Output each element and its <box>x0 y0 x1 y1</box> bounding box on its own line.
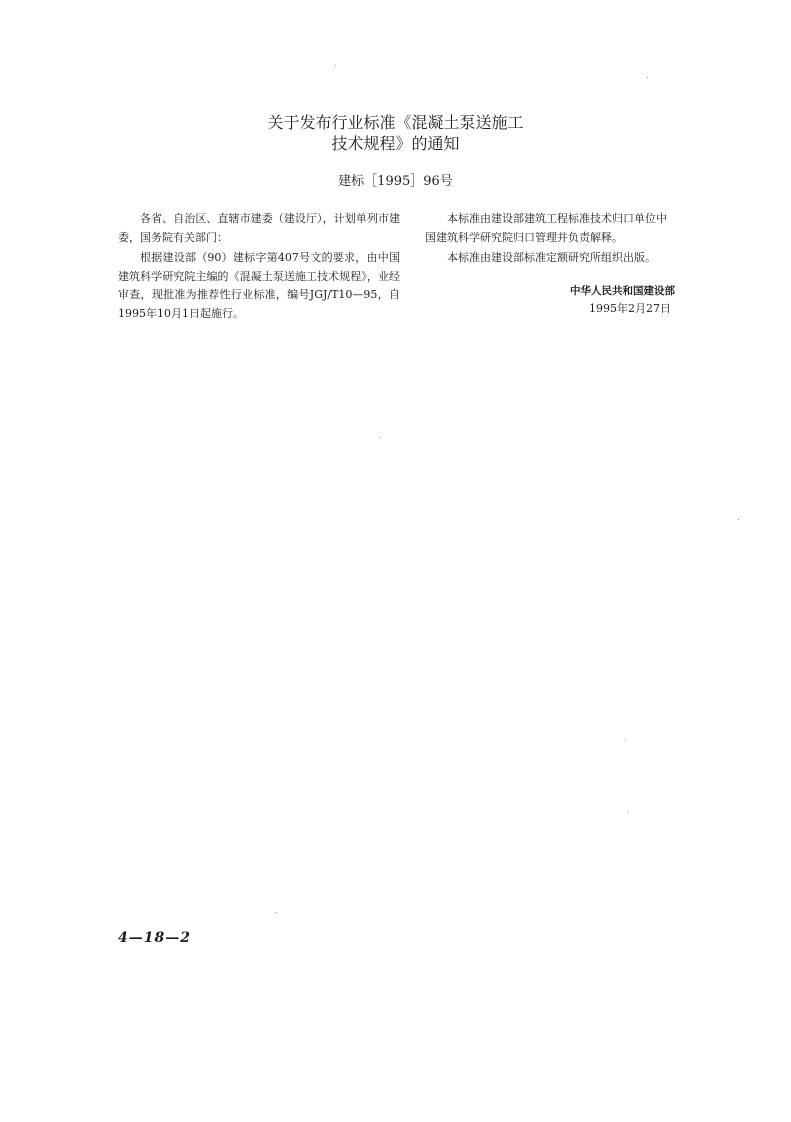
scan-speck <box>380 437 381 438</box>
scan-speck <box>738 519 739 520</box>
publication-paragraph: 本标准由建设部标准定额研究所组织出版。 <box>447 251 656 264</box>
page-number: 4—18—2 <box>118 930 191 946</box>
right-column <box>425 210 675 319</box>
left-column <box>118 210 400 325</box>
approval-paragraph: 根据建设部（90）建标字第407号文的要求，由中国建筑科学研究院主编的《混凝土泵送施工技术规程》，业经审查，现批准为推荐性行业标准，编号JGJ/T10—95，自1995年10月1日起施行。 <box>118 251 400 320</box>
signature-date: 1995年2月27日 <box>589 302 671 315</box>
signature-organization: 中华人民共和国建设部 <box>570 284 675 297</box>
scan-speck <box>275 912 276 913</box>
scan-speck <box>647 77 648 78</box>
scan-speck <box>628 812 629 813</box>
scan-speck <box>335 65 336 66</box>
interpretation-paragraph: 本标准由建设部建筑工程标准技术归口单位中国建筑科学研究院归口管理并负责解释。 <box>425 212 667 244</box>
addressee-paragraph: 各省、自治区、直辖市建委（建设厅），计划单列市建委，国务院有关部门： <box>118 212 400 244</box>
title-line-1: 关于发布行业标准《混凝土泵送施工 <box>267 113 524 132</box>
scan-speck <box>625 740 626 741</box>
document-number: 建标［1995］96号 <box>338 174 453 189</box>
notice-title <box>0 112 791 154</box>
title-line-2: 技术规程》的通知 <box>331 134 460 153</box>
